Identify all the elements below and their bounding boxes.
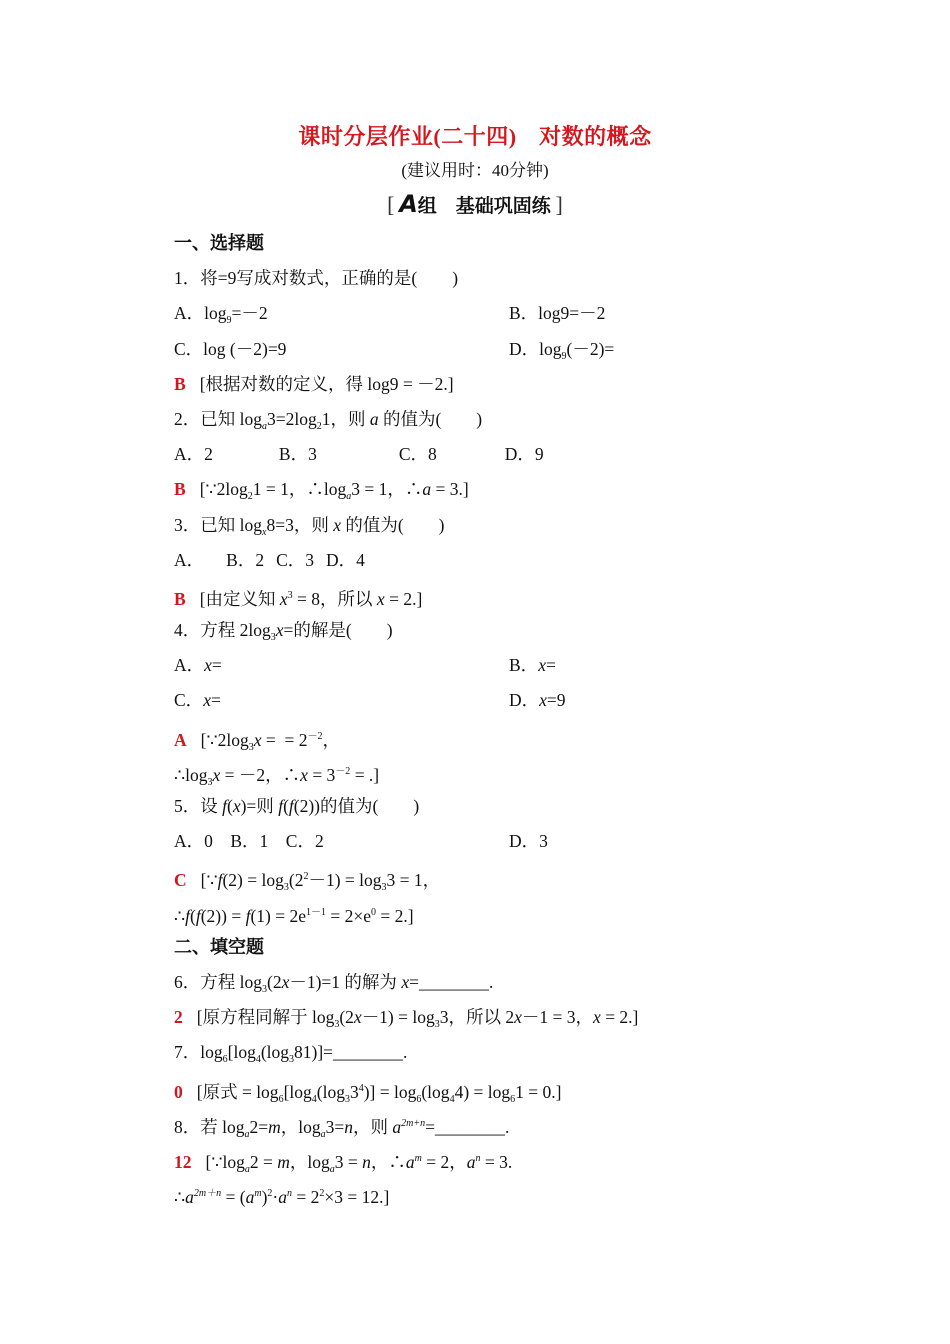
q3-explanation: [由定义知 $x^3 = 8$，所以 x = 2.] xyxy=(199,588,423,609)
q1-explanation: [根据对数的定义，得 log9 = －2.] xyxy=(199,373,454,394)
question-3-stem: 3．已知 $\log_x8=3$，则 x 的值为( ) xyxy=(174,514,445,538)
group-heading xyxy=(0,190,950,218)
q5-explanation: [∵f(2) = $\log_3(2^2-1) = \log_33 = 1$， xyxy=(200,870,441,894)
q2-answer-letter: B xyxy=(174,479,186,500)
question-5-options xyxy=(174,824,874,859)
q2-option-a: A．2 xyxy=(174,444,213,465)
question-5-stem: 5．设 f(x)=则 f(f(2))的值为( ) xyxy=(174,796,420,816)
suggested-time: (建议用时：40分钟) xyxy=(401,161,549,180)
question-2-options xyxy=(174,437,874,472)
q3-option-d: D．4 xyxy=(326,549,365,570)
q4-option-a: A．x= xyxy=(174,655,222,676)
question-2-answer xyxy=(174,472,874,507)
question-5-explanation-line2: ∴f(f(2)) = $f(1) = 2e^{1-1} = 2\times e^0 = 2$.] xyxy=(174,905,414,926)
q5-option-d: D．3 xyxy=(509,831,548,852)
section-heading-choice: 一、选择题 xyxy=(174,233,264,253)
group-label: 组 基础巩固练 xyxy=(417,196,551,217)
bracket-left: [ xyxy=(387,192,395,217)
q6-explanation: [原方程同解于 $\log_3(2x-1) = \log_33$，所以 2x－1 = 3，x = 2.] xyxy=(196,1007,639,1031)
q4-explanation: [$\because 2\log_3x$ = = $2^{-2}$， xyxy=(200,729,340,753)
question-4-options-cd xyxy=(174,683,874,718)
q8-explanation: [$\because\log_a2 = m$，$\log_a3 = n$，$\therefore a^m = 2$，$a^n = 3$. xyxy=(205,1151,513,1175)
exercise-content xyxy=(174,226,874,1211)
question-8-explanation-line2: $\therefore a^{2m+n} = (a^m)^2\cdot a^n = 2^2\times 3 = 12$.] xyxy=(174,1187,390,1208)
q2-option-c: C．8 xyxy=(398,444,437,465)
q2-option-b: B．3 xyxy=(278,444,317,465)
question-1-answer xyxy=(174,367,874,402)
question-4-stem: 4．方程 $2\log_3x=$的解是( ) xyxy=(174,620,393,644)
q7-explanation: [原式 = $\log_6[\log_4(\log_33^4)] = \log_6(\log_44) = \log_61 = 0$.] xyxy=(196,1081,562,1105)
question-5-answer xyxy=(174,859,874,894)
group-letter: A xyxy=(399,190,418,218)
q4-option-b: B．x= xyxy=(509,655,556,676)
question-6-answer xyxy=(174,1000,874,1035)
q1-option-d: D．$\log_9(-2)=$ xyxy=(509,338,615,362)
q6-answer-value: 2 xyxy=(174,1007,183,1028)
q2-explanation: [$\because 2\log_21 = 1$，$\therefore\log_a3 = 1$，∴a = 3.] xyxy=(199,479,469,503)
q1-option-a: A．$\log_9=-2$ xyxy=(174,303,268,327)
section-heading-fill: 二、填空题 xyxy=(174,936,264,957)
q7-answer-value: 0 xyxy=(174,1081,183,1102)
question-3-options xyxy=(174,543,874,578)
q2-option-d: D．9 xyxy=(504,444,544,465)
question-7-stem: 7．$\log_6[\log_4(\log_381)]=\_\_\_\_\_\_\_\_$. xyxy=(174,1042,408,1066)
question-6-stem: 6．方程 $\log_3(2x-1)=1$ 的解为 x=________. xyxy=(174,971,494,995)
q1-option-b: B．log9=－2 xyxy=(509,303,606,324)
question-1-options-ab xyxy=(174,296,874,331)
question-8-stem: 8．若 $\log_a2=m$，$\log_a3=n$，则 $a^{2m+n}=\_\_\_\_\_\_\_\_$. xyxy=(174,1116,510,1140)
q1-option-c: C．log (－2)=9 xyxy=(174,338,287,359)
question-2-stem: 2．已知 $\log_a3=2\log_21$，则 a 的值为( ) xyxy=(174,408,483,432)
bracket-right: ] xyxy=(555,192,563,217)
question-1-stem: 1．将=9写成对数式，正确的是( ) xyxy=(174,268,459,289)
q3-option-b: B．2 xyxy=(226,549,265,570)
q5-options-abc: A．0 B．1 C．2 xyxy=(174,831,324,852)
question-3-answer xyxy=(174,578,874,613)
q4-answer-letter: A xyxy=(174,729,187,750)
question-7-answer xyxy=(174,1071,874,1106)
question-1-options-cd xyxy=(174,332,874,367)
q4-option-d: D．x=9 xyxy=(509,690,566,711)
q4-option-c: C．x= xyxy=(174,690,221,711)
q3-option-c: C．3 xyxy=(276,549,315,570)
q5-answer-letter: C xyxy=(174,870,187,891)
question-4-explanation-line2: $\therefore\log_3x = -2$，∴x = $3^{-2}$ = .] xyxy=(174,764,380,788)
question-8-answer xyxy=(174,1141,874,1176)
q3-answer-letter: B xyxy=(174,588,186,609)
question-4-options-ab xyxy=(174,648,874,683)
q8-answer-value: 12 xyxy=(174,1151,192,1172)
q1-answer-letter: B xyxy=(174,373,186,394)
q3-option-a: A． xyxy=(174,549,205,570)
page-title: 课时分层作业(二十四) 对数的概念 xyxy=(298,124,652,149)
question-4-answer xyxy=(174,719,874,754)
